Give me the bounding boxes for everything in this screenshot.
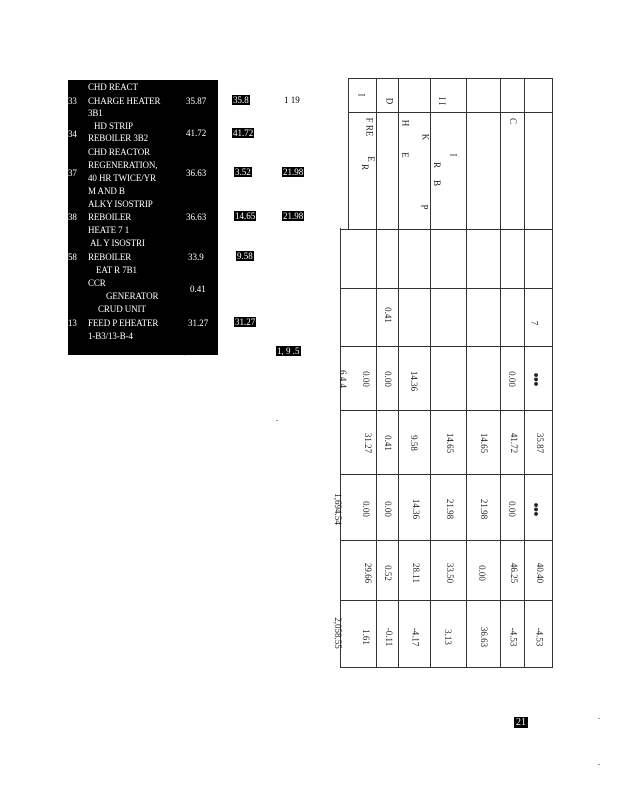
row-38-line1: M AND B — [88, 186, 125, 196]
row-13-line3: 1-B3/13-B-4 — [88, 331, 133, 341]
row-ccr-line2: GENERATOR — [106, 291, 159, 301]
row-58-line1: AL Y ISOSTRI — [90, 238, 145, 248]
header-label-3: I I — [437, 96, 448, 106]
col-d-row2: 0.52 — [382, 565, 393, 581]
row-label-k: K — [420, 133, 431, 141]
row-38-value: 36.63 — [186, 212, 207, 222]
scan-speck — [276, 420, 278, 421]
col-b-row4: 14.65 — [445, 432, 456, 454]
row-38-line3: REBOILER — [88, 212, 132, 222]
row-label-c: C — [508, 117, 519, 125]
row-label-fre: F RE — [364, 117, 375, 137]
row-58-id: 58 — [68, 252, 77, 262]
col-c-row3: 14.36 — [411, 498, 422, 520]
col-d-row1: 29.66 — [363, 562, 374, 584]
left-total: 3,632.07 — [180, 346, 212, 356]
row-label-e2: E — [399, 152, 410, 158]
row-58-line2: REBOILER — [88, 252, 132, 262]
col-e-row4: 3.13 — [442, 629, 453, 645]
row-33-line2: CHARGE HEATER — [88, 96, 161, 106]
row-33-value: 35.87 — [186, 96, 207, 106]
col-e-row1: 1.61 — [360, 629, 371, 645]
row-58-value: 33.9 — [188, 252, 204, 262]
row-34-col2: 41.72 — [233, 128, 254, 138]
col-e-row2: -0.11 — [384, 627, 395, 647]
col-a-row3: 14.36 — [409, 370, 420, 392]
row-38-col3: 21.98 — [283, 211, 304, 221]
row-33-col3: 1 19 — [284, 95, 300, 105]
col-b-row2: 0.41 — [382, 435, 393, 451]
col-c-row6: 0.00 — [506, 501, 517, 517]
left-total-right: 1, 9 .5 — [277, 346, 300, 356]
col-b-row1: 31.27 — [363, 432, 374, 454]
col-a-row0: 6 4 4 — [338, 370, 348, 388]
page-number: 21 — [516, 717, 526, 728]
col-c-row2: 0.00 — [382, 501, 393, 517]
row-ccr-value: 0.41 — [190, 284, 206, 294]
col-c-row0: 1,694.54 — [332, 493, 343, 525]
row-37-id: 37 — [68, 168, 77, 178]
row-13-col2: 31.27 — [235, 317, 256, 327]
col-a-row1: 0.00 — [360, 371, 371, 387]
col-b-row7: 35.87 — [535, 432, 546, 454]
row-33-id: 33 — [68, 96, 77, 106]
col-d-row6: 46.25 — [509, 562, 520, 584]
row-13-line2: FEED P EHEATER — [88, 318, 159, 328]
col-a-row2: 0.00 — [382, 371, 393, 387]
row-label-b: B — [432, 179, 443, 187]
col-d-row4: 33.50 — [445, 562, 456, 584]
col-a-dots: ●●● — [531, 372, 542, 386]
row-37-line2: REGENERATION, — [88, 160, 158, 170]
row-58-col2: 9.58 — [237, 251, 253, 261]
col-c-row4: 21.98 — [445, 498, 456, 520]
row-label-r: R — [360, 163, 371, 171]
header-label-1: I — [356, 93, 367, 97]
col-e-row6: -4.53 — [508, 627, 519, 647]
row-label-i: I — [448, 153, 459, 157]
col-b-row3: 9.58 — [408, 435, 419, 451]
col-d-row5: 0.00 — [476, 565, 487, 581]
col-d-row3: 28.11 — [410, 563, 421, 583]
scan-speck — [598, 764, 600, 765]
extra-value-7: 7 — [529, 320, 540, 326]
extra-value-041: 0.41 — [382, 307, 393, 323]
header-label-2: D — [384, 97, 395, 105]
col-c-row1: 0.00 — [360, 501, 371, 517]
row-label-e: E — [365, 156, 376, 162]
row-37-col3: 21.98 — [283, 167, 304, 177]
row-38-col2: 14.65 — [235, 211, 256, 221]
row-37-line1: CHD REACTOR — [88, 147, 150, 157]
col-e-row3: -4.17 — [410, 627, 421, 647]
row-13-id: 13 — [68, 318, 77, 328]
row-33-line3: 3B1 — [88, 108, 103, 118]
row-ccr-line1: CCR — [88, 278, 106, 288]
col-d-row7: 40.40 — [535, 562, 546, 584]
row-13-line1: CRUD UNIT — [98, 304, 146, 314]
col-b-row5: 14.65 — [479, 432, 490, 454]
row-label-h: H — [400, 119, 411, 127]
row-34-id: 34 — [68, 129, 77, 139]
col-b-row6: 41.72 — [509, 432, 520, 454]
row-38-id: 38 — [68, 212, 77, 222]
col-e-row7: -4.53 — [534, 627, 545, 647]
row-33-line1: CHD REACT — [88, 82, 138, 92]
row-38-line4: HEATE 7 1 — [88, 225, 130, 235]
col-e-row5: 36.63 — [479, 626, 490, 648]
row-label-p: P — [419, 204, 430, 210]
row-33-col2: 35.8 — [233, 95, 249, 105]
row-37-line3: 40 HR TWICE/YR — [88, 173, 156, 183]
row-34-value: 41.72 — [186, 128, 207, 138]
row-37-value: 36.63 — [186, 168, 207, 178]
scan-speck — [598, 718, 600, 719]
row-34-line2: REBOILER 3B2 — [88, 133, 149, 143]
col-a-row6: 0.00 — [506, 371, 517, 387]
row-label-r2: R — [432, 161, 443, 169]
row-13-value: 31.27 — [188, 318, 209, 328]
row-37-col2: 3.52 — [235, 167, 251, 177]
col-c-dots: ●●● — [531, 502, 542, 516]
row-38-line2: ALKY ISOSTRIP — [88, 199, 153, 209]
col-e-row0: 2,058.55 — [332, 617, 343, 649]
row-58-line3: EAT R 7B1 — [96, 265, 137, 275]
col-c-row5: 21.98 — [479, 498, 490, 520]
row-34-line1: HD STRIP — [94, 121, 133, 131]
